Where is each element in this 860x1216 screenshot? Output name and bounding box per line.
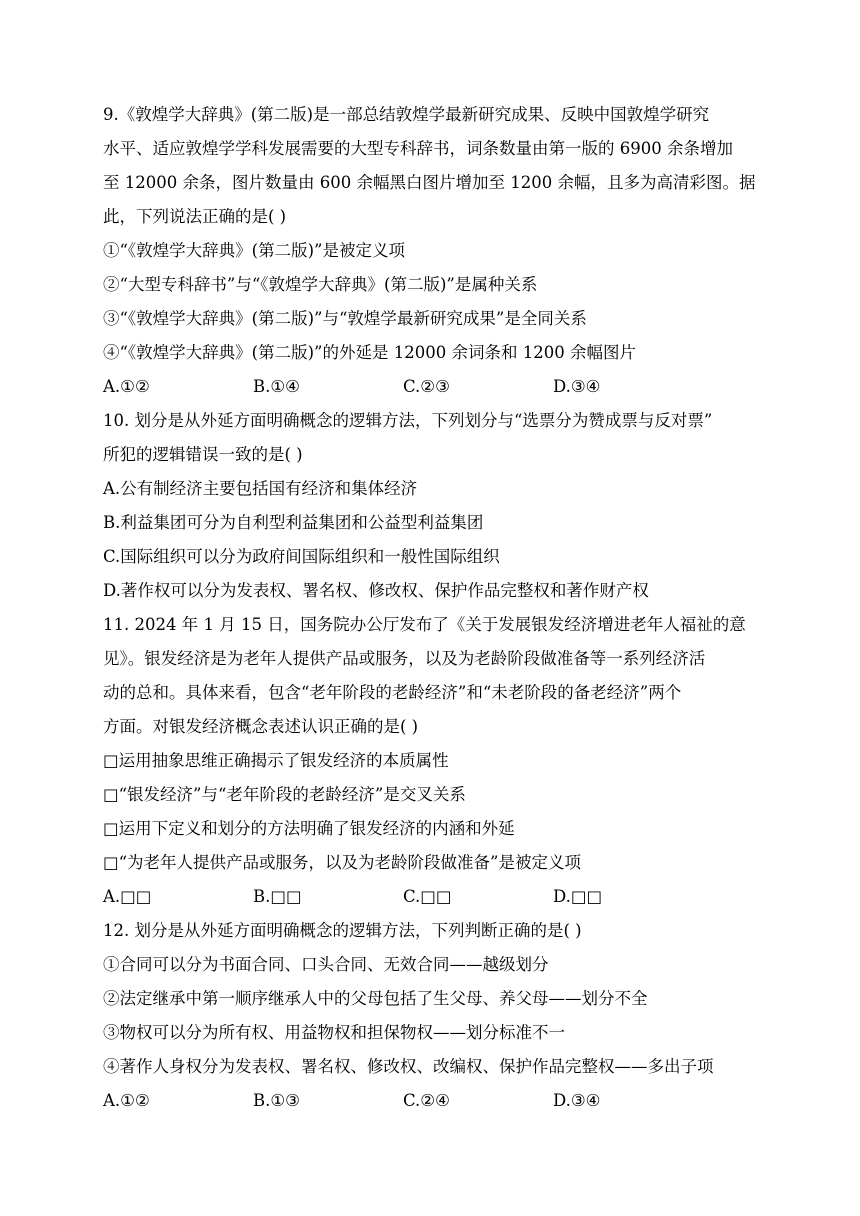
question-9-statement-3: ③“《敦煌学大辞典》(第二版)”与“敦煌学最新研究成果”是全同关系 [103,309,587,328]
question-11-statement-2: □“银发经济”与“老年阶段的老龄经济”是交叉关系 [103,785,466,804]
question-9-choice-c: C.②③ [403,377,450,396]
question-12-choice-b: B.①③ [253,1091,300,1110]
question-11-statement-1: □运用抽象思维正确揭示了银发经济的本质属性 [103,751,449,770]
question-10-option-d: D.著作权可以分为发表权、署名权、修改权、保护作品完整权和著作财产权 [103,581,649,600]
question-11-choice-d: D.□□ [553,887,603,906]
question-9-choice-a: A.①② [103,377,150,396]
question-11-choice-b: B.□□ [253,887,302,906]
question-9-choice-b: B.①④ [253,377,300,396]
question-12-choice-c: C.②④ [403,1091,450,1110]
question-10-stem-line: 所犯的逻辑错误一致的是( ) [103,445,303,464]
question-10-option-b: B.利益集团可分为自利型利益集团和公益型利益集团 [103,513,484,532]
question-9-statement-4: ④“《敦煌学大辞典》(第二版)”的外延是 12000 余词条和 1200 余幅图片 [103,343,636,362]
question-12-statement-3: ③物权可以分为所有权、用益物权和担保物权——划分标准不一 [103,1023,565,1042]
question-9-choice-d: D.③④ [553,377,601,396]
question-12-stem-line: 12. 划分是从外延方面明确概念的逻辑方法，下列判断正确的是( ) [103,921,582,940]
question-12-statement-2: ②法定继承中第一顺序继承人中的父母包括了生父母、养父母——划分不全 [103,989,648,1008]
question-11-stem-line: 动的总和。具体来看，包含“老年阶段的老龄经济”和“未老阶段的备老经济”两个 [103,683,682,702]
question-9 [103,98,763,404]
question-10-option-c: C.国际组织可以分为政府间国际组织和一般性国际组织 [103,547,500,566]
question-9-stem-line: 至 12000 余条，图片数量由 600 余幅黑白图片增加至 1200 余幅，且多为高清彩图。据 [103,173,756,192]
exam-page [103,98,763,1118]
question-11-choice-a: A.□□ [103,887,152,906]
question-10 [103,404,763,608]
question-11-stem-line: 方面。对银发经济概念表述认识正确的是( ) [103,717,419,736]
question-11-stem-line: 见》。银发经济是为老年人提供产品或服务，以及为老龄阶段做准备等一系列经济活 [103,649,706,668]
question-10-stem-line: 10. 划分是从外延方面明确概念的逻辑方法，下列划分与“选票分为赞成票与反对票” [103,411,713,430]
question-12 [103,914,763,1118]
question-12-choice-a: A.①② [103,1091,150,1110]
question-12-choices [103,1084,763,1118]
question-9-stem-line: 此，下列说法正确的是( ) [103,207,287,226]
question-11-stem-line: 11. 2024 年 1 月 15 日，国务院办公厅发布了《关于发展银发经济增进老年人福祉的意 [103,615,746,634]
question-9-stem-line: 水平、适应敦煌学学科发展需要的大型专科辞书，词条数量由第一版的 6900 余条增加 [103,139,733,158]
question-12-statement-4: ④著作人身权分为发表权、署名权、修改权、改编权、保护作品完整权——多出子项 [103,1057,714,1076]
question-11 [103,608,763,914]
question-12-statement-1: ①合同可以分为书面合同、口头合同、无效合同——越级划分 [103,955,549,974]
question-10-option-a: A.公有制经济主要包括国有经济和集体经济 [103,479,418,498]
question-9-choices [103,370,763,404]
question-9-stem-line: 9.《敦煌学大辞典》(第二版)是一部总结敦煌学最新研究成果、反映中国敦煌学研究 [103,105,710,124]
question-12-choice-d: D.③④ [553,1091,601,1110]
question-9-statement-2: ②“大型专科辞书”与“《敦煌学大辞典》(第二版)”是属种关系 [103,275,538,294]
question-11-choices [103,880,763,914]
question-11-choice-c: C.□□ [403,887,452,906]
question-9-statement-1: ①“《敦煌学大辞典》(第二版)”是被定义项 [103,241,405,260]
question-11-statement-4: □“为老年人提供产品或服务，以及为老龄阶段做准备”是被定义项 [103,853,581,872]
question-11-statement-3: □运用下定义和划分的方法明确了银发经济的内涵和外延 [103,819,515,838]
